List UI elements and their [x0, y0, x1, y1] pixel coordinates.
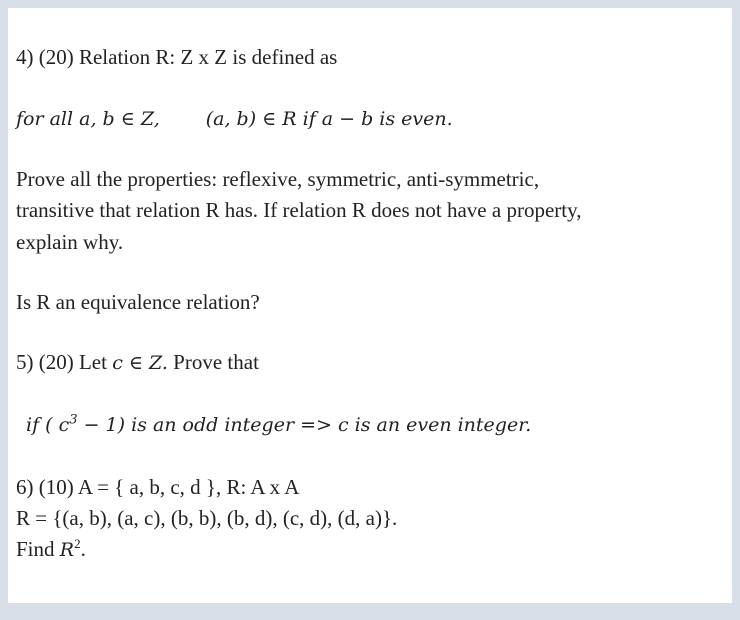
problem-6-heading: 6) (10) A = { a, b, c, d }, R: A x A [16, 475, 300, 499]
problem-4-formula [16, 106, 453, 132]
problem-6-task-prefix: Find [16, 537, 60, 561]
problem-5-heading-prefix: 5) (20) Let [16, 350, 113, 374]
problem-6-task-exponent: 2 [74, 536, 81, 551]
problem-6-task-suffix: . [80, 537, 86, 561]
formula-part-a: if ( c [26, 414, 70, 436]
worksheet [8, 8, 732, 603]
problem-4-heading: 4) (20) Relation R: Z x Z is defined as [16, 45, 338, 69]
formula-condition: (a, b) ∈ R if a − b is even. [205, 108, 453, 130]
problem-4-body-line-1: Prove all the properties: reflexive, symmetric, anti-symmetric, [16, 167, 540, 191]
problem-4-body-line-2: transitive that relation R has. If relation R does not have a property, [16, 198, 582, 222]
problem-6-relation: R = {(a, b), (a, c), (b, b), (b, d), (c, d), (d, a)}. [16, 506, 398, 530]
formula-part-b: − 1) is an odd integer => c is an even integer. [77, 414, 532, 436]
problem-6-task-variable: R [59, 539, 75, 561]
formula-quantifier: for all a, b ∈ Z, [16, 108, 160, 130]
formula-exponent: 3 [69, 412, 78, 428]
problem-5-formula [26, 412, 531, 438]
problem-4-question: Is R an equivalence relation? [16, 290, 260, 314]
problem-5-heading [16, 349, 259, 376]
problem-6-task [16, 536, 86, 563]
problem-5-variable: c ∈ Z. [112, 352, 168, 374]
problem-4-body-line-3: explain why. [16, 230, 124, 254]
problem-5-heading-suffix: Prove that [167, 350, 259, 374]
